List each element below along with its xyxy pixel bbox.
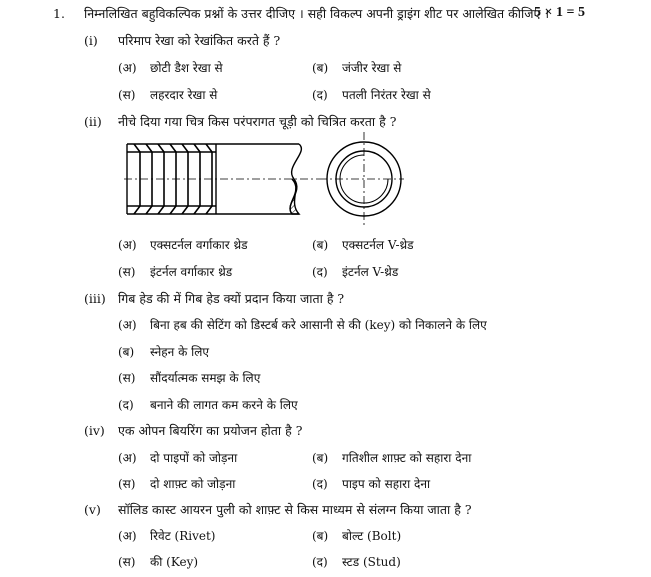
option-text: पतली निरंतर रेखा से <box>342 88 431 102</box>
option-text: बोल्ट (Bolt) <box>342 529 402 543</box>
part-iv-number: (iv) <box>84 423 105 438</box>
option-label: (अ) <box>118 61 137 75</box>
option-text: इंटर्नल वर्गाकार थ्रेड <box>150 265 233 279</box>
part-ii-question: नीचे दिया गया चित्र किस परंपरागत चूड़ी को चित्रित करता है ? <box>118 114 397 129</box>
part-iv-question: एक ओपन बियरिंग का प्रयोजन होता है ? <box>118 423 303 438</box>
option-label: (ब) <box>118 345 135 359</box>
thread-figure <box>124 132 404 227</box>
option-label: (द) <box>312 88 328 102</box>
option-label: (द) <box>312 265 328 279</box>
option-text: गतिशील शाफ़्ट को सहारा देना <box>342 451 472 465</box>
option-text: छोटी डैश रेखा से <box>150 61 223 75</box>
option-text: बनाने की लागत कम करने के लिए <box>150 398 298 412</box>
part-v-number: (v) <box>84 502 101 517</box>
part-iii-number: (iii) <box>84 291 106 306</box>
option-text: सौंदर्यात्मक समझ के लिए <box>150 371 261 385</box>
option-text: बिना हब की सेटिंग को डिस्टर्ब करे आसानी से की (key) को निकालने के लिए <box>150 318 487 332</box>
option-label: (स) <box>118 555 136 569</box>
option-text: दो पाइपों को जोड़ना <box>150 451 238 465</box>
option-label: (स) <box>118 265 136 279</box>
option-label: (द) <box>118 398 134 412</box>
marks: 5 × 1 = 5 <box>534 5 585 20</box>
option-label: (द) <box>312 477 328 491</box>
part-iii-question: गिब हेड की में गिब हेड क्यों प्रदान किया जाता है ? <box>118 291 345 306</box>
option-label: (स) <box>118 371 136 385</box>
option-text: लहरदार रेखा से <box>150 88 218 102</box>
option-text: पाइप को सहारा देना <box>342 477 431 491</box>
option-text: रिवेट (Rivet) <box>150 529 216 543</box>
option-label: (स) <box>118 88 136 102</box>
option-text: एक्सटर्नल V-थ्रेड <box>342 238 414 252</box>
option-text: की (Key) <box>150 555 199 569</box>
part-i-question: परिमाप रेखा को रेखांकित करते हैं ? <box>118 33 281 48</box>
option-label: (अ) <box>118 318 137 332</box>
option-text: एक्सटर्नल वर्गाकार थ्रेड <box>150 238 248 252</box>
option-label: (ब) <box>312 451 329 465</box>
option-label: (ब) <box>312 238 329 252</box>
thread-end-view <box>319 132 404 226</box>
question-instruction: निम्नलिखित बहुविकल्पिक प्रश्नों के उत्तर दीजिए । सही विकल्प अपनी ड्राइंग शीट पर आलेखित कीजिए । <box>84 6 550 21</box>
part-i-number: (i) <box>84 33 98 48</box>
option-label: (अ) <box>118 238 137 252</box>
part-v-question: सॉलिड कास्ट आयरन पुली को शाफ़्ट से किस माध्यम से संलग्न किया जाता है ? <box>118 502 472 517</box>
option-text: स्टड (Stud) <box>342 555 401 569</box>
option-text: दो शाफ़्ट को जोड़ना <box>150 477 236 491</box>
option-label: (अ) <box>118 529 137 543</box>
option-label: (स) <box>118 477 136 491</box>
option-label: (द) <box>312 555 328 569</box>
option-text: स्नेहन के लिए <box>150 345 210 359</box>
option-text: जंजीर रेखा से <box>342 61 402 75</box>
part-ii-number: (ii) <box>84 114 102 129</box>
question-number: 1. <box>53 6 65 21</box>
option-text: इंटर्नल V-थ्रेड <box>342 265 399 279</box>
option-label: (ब) <box>312 529 329 543</box>
option-label: (अ) <box>118 451 137 465</box>
option-label: (ब) <box>312 61 329 75</box>
